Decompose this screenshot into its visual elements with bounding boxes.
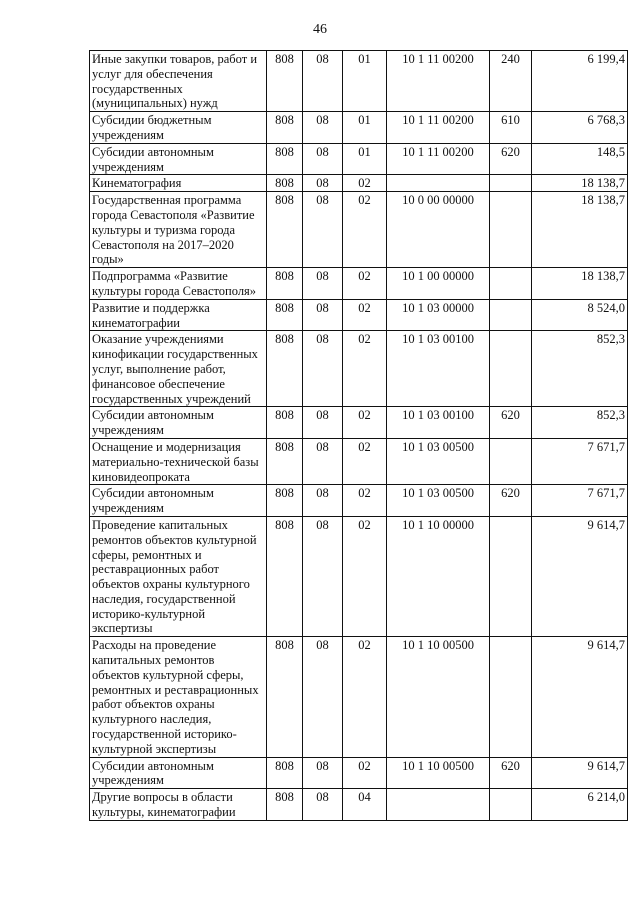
target-article-code: 10 1 10 00500 <box>387 637 490 757</box>
target-article-code: 10 1 10 00000 <box>387 516 490 636</box>
amount: 9 614,7 <box>532 516 628 636</box>
section-code: 08 <box>303 637 343 757</box>
subsection-code: 02 <box>343 268 387 300</box>
target-article-code: 10 1 10 00500 <box>387 757 490 789</box>
ministry-code: 808 <box>267 192 303 268</box>
section-code: 08 <box>303 757 343 789</box>
section-code: 08 <box>303 331 343 407</box>
section-code: 08 <box>303 112 343 144</box>
subsection-code: 02 <box>343 757 387 789</box>
ministry-code: 808 <box>267 485 303 517</box>
table-row <box>90 192 628 268</box>
expense-type-code <box>490 438 532 484</box>
ministry-code: 808 <box>267 757 303 789</box>
expense-type-code: 620 <box>490 407 532 439</box>
expense-type-code <box>490 175 532 192</box>
amount: 852,3 <box>532 331 628 407</box>
target-article-code: 10 0 00 00000 <box>387 192 490 268</box>
target-article-code: 10 1 00 00000 <box>387 268 490 300</box>
subsection-code: 02 <box>343 438 387 484</box>
expense-type-code <box>490 331 532 407</box>
expense-type-code <box>490 299 532 331</box>
subsection-code: 04 <box>343 789 387 821</box>
row-name: Государственная программа города Севастополя «Развитие культуры и туризма города Севастополя на 2017–2020 годы» <box>90 192 267 268</box>
table-row <box>90 299 628 331</box>
table-row <box>90 757 628 789</box>
section-code: 08 <box>303 192 343 268</box>
amount: 9 614,7 <box>532 757 628 789</box>
subsection-code: 02 <box>343 485 387 517</box>
subsection-code: 02 <box>343 192 387 268</box>
table-row <box>90 637 628 757</box>
ministry-code: 808 <box>267 51 303 112</box>
expense-type-code <box>490 268 532 300</box>
amount: 7 671,7 <box>532 438 628 484</box>
ministry-code: 808 <box>267 438 303 484</box>
section-code: 08 <box>303 51 343 112</box>
target-article-code: 10 1 03 00500 <box>387 485 490 517</box>
table-row <box>90 438 628 484</box>
table-row <box>90 51 628 112</box>
row-name: Оказание учреждениями кинофикации государственных услуг, выполнение работ, финансовое обеспечение государственных учреждений <box>90 331 267 407</box>
row-name: Субсидии бюджетным учреждениям <box>90 112 267 144</box>
subsection-code: 02 <box>343 299 387 331</box>
ministry-code: 808 <box>267 112 303 144</box>
subsection-code: 02 <box>343 516 387 636</box>
table-row <box>90 407 628 439</box>
amount: 852,3 <box>532 407 628 439</box>
table-row <box>90 789 628 821</box>
amount: 18 138,7 <box>532 192 628 268</box>
row-name: Субсидии автономным учреждениям <box>90 757 267 789</box>
row-name: Подпрограмма «Развитие культуры города Севастополя» <box>90 268 267 300</box>
row-name: Развитие и поддержка кинематографии <box>90 299 267 331</box>
row-name: Расходы на проведение капитальных ремонтов объектов культурной сферы, ремонтных и реставрационных работ объектов охраны культурного наследия, государственной историко-культурной экспертизы <box>90 637 267 757</box>
amount: 6 214,0 <box>532 789 628 821</box>
row-name: Субсидии автономным учреждениям <box>90 143 267 175</box>
target-article-code: 10 1 11 00200 <box>387 143 490 175</box>
target-article-code <box>387 175 490 192</box>
ministry-code: 808 <box>267 143 303 175</box>
ministry-code: 808 <box>267 299 303 331</box>
subsection-code: 02 <box>343 175 387 192</box>
row-name: Субсидии автономным учреждениям <box>90 407 267 439</box>
table-row <box>90 485 628 517</box>
section-code: 08 <box>303 299 343 331</box>
section-code: 08 <box>303 516 343 636</box>
table-row <box>90 331 628 407</box>
ministry-code: 808 <box>267 789 303 821</box>
amount: 7 671,7 <box>532 485 628 517</box>
expense-type-code: 610 <box>490 112 532 144</box>
row-name: Иные закупки товаров, работ и услуг для обеспечения государственных (муниципальных) нужд <box>90 51 267 112</box>
subsection-code: 01 <box>343 51 387 112</box>
target-article-code: 10 1 03 00100 <box>387 407 490 439</box>
target-article-code <box>387 789 490 821</box>
expense-type-code: 240 <box>490 51 532 112</box>
section-code: 08 <box>303 268 343 300</box>
subsection-code: 01 <box>343 112 387 144</box>
amount: 6 199,4 <box>532 51 628 112</box>
subsection-code: 02 <box>343 407 387 439</box>
ministry-code: 808 <box>267 331 303 407</box>
row-name: Проведение капитальных ремонтов объектов культурной сферы, ремонтных и реставрационных работ объектов охраны культурного наследия, государственной историко-культурной экспертизы <box>90 516 267 636</box>
page-number: 46 <box>313 22 327 37</box>
ministry-code: 808 <box>267 637 303 757</box>
table-row <box>90 268 628 300</box>
section-code: 08 <box>303 485 343 517</box>
row-name: Другие вопросы в области культуры, кинематографии <box>90 789 267 821</box>
section-code: 08 <box>303 407 343 439</box>
table-row <box>90 516 628 636</box>
amount: 8 524,0 <box>532 299 628 331</box>
target-article-code: 10 1 03 00100 <box>387 331 490 407</box>
amount: 148,5 <box>532 143 628 175</box>
section-code: 08 <box>303 789 343 821</box>
row-name: Кинематография <box>90 175 267 192</box>
target-article-code: 10 1 03 00000 <box>387 299 490 331</box>
ministry-code: 808 <box>267 268 303 300</box>
amount: 6 768,3 <box>532 112 628 144</box>
expense-type-code <box>490 637 532 757</box>
amount: 18 138,7 <box>532 175 628 192</box>
expense-type-code <box>490 192 532 268</box>
row-name: Оснащение и модернизация материально-технической базы киновидеопроката <box>90 438 267 484</box>
ministry-code: 808 <box>267 407 303 439</box>
target-article-code: 10 1 11 00200 <box>387 51 490 112</box>
subsection-code: 02 <box>343 637 387 757</box>
expense-type-code: 620 <box>490 757 532 789</box>
ministry-code: 808 <box>267 175 303 192</box>
expense-type-code <box>490 789 532 821</box>
subsection-code: 02 <box>343 331 387 407</box>
table-row <box>90 143 628 175</box>
subsection-code: 01 <box>343 143 387 175</box>
amount: 18 138,7 <box>532 268 628 300</box>
budget-table <box>89 50 628 821</box>
table-row <box>90 175 628 192</box>
expense-type-code: 620 <box>490 143 532 175</box>
target-article-code: 10 1 03 00500 <box>387 438 490 484</box>
target-article-code: 10 1 11 00200 <box>387 112 490 144</box>
row-name: Субсидии автономным учреждениям <box>90 485 267 517</box>
table-row <box>90 112 628 144</box>
expense-type-code <box>490 516 532 636</box>
section-code: 08 <box>303 143 343 175</box>
section-code: 08 <box>303 438 343 484</box>
ministry-code: 808 <box>267 516 303 636</box>
amount: 9 614,7 <box>532 637 628 757</box>
expense-type-code: 620 <box>490 485 532 517</box>
section-code: 08 <box>303 175 343 192</box>
